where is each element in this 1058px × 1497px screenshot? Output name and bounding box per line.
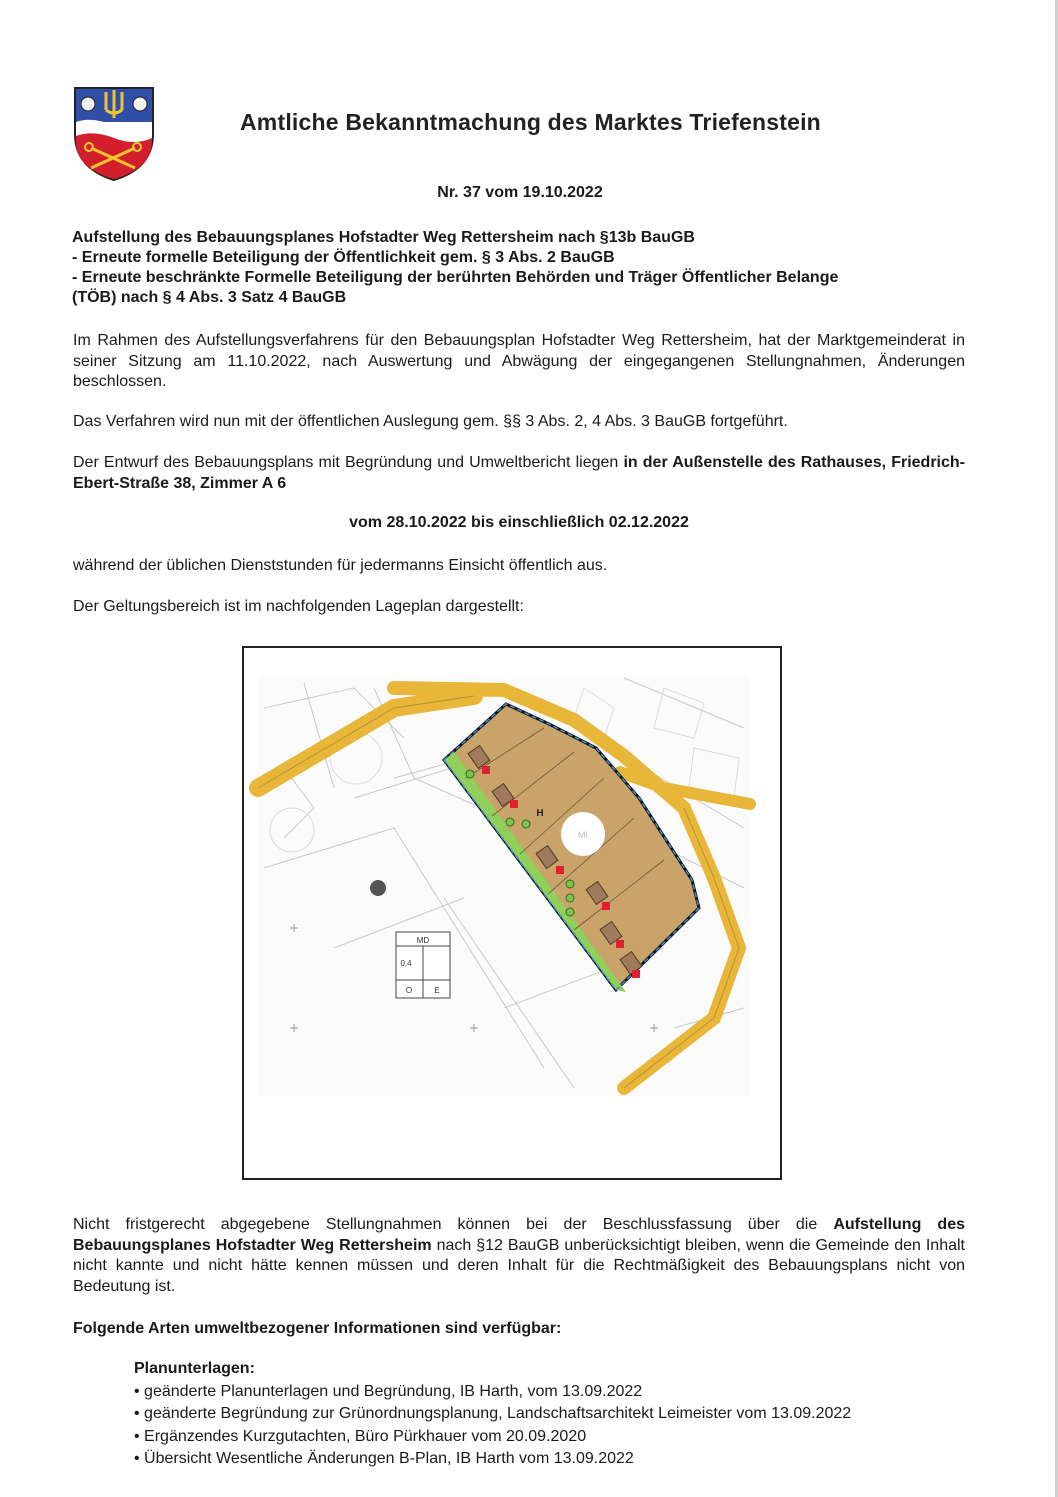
map-label-o: O bbox=[405, 986, 413, 995]
display-location-address: in der Außenstelle des Rathauses, Friedrich-Ebert-Straße 38, Zimmer A 6 bbox=[73, 454, 965, 492]
map-label-mi: MI bbox=[578, 830, 588, 840]
page-title: Amtliche Bekanntmachung des Marktes Triefenstein bbox=[240, 109, 821, 135]
list-item: • Ergänzendes Kurzgutachten, Büro Pürkhauer vom 20.09.2020 bbox=[134, 1427, 587, 1445]
planunterlagen-list bbox=[134, 1358, 851, 1471]
heading-line-2: - Erneute formelle Beteiligung der Öffentlichkeit gem. § 3 Abs. 2 BauGB bbox=[72, 249, 615, 266]
list-item: • geänderte Planunterlagen und Begründung, IB Harth, vom 13.09.2022 bbox=[134, 1382, 643, 1400]
paragraph-display-location: Der Entwurf des Bebauungsplans mit Begründung und Umweltbericht liegen in der Außenstelle des Rathauses, Friedrich-Ebert-Straße 38, Zimmer A 6 bbox=[73, 454, 965, 492]
map-label-e: E bbox=[434, 986, 440, 995]
map-label-md: MD bbox=[416, 936, 430, 945]
map-label-grz: 0,4 bbox=[400, 959, 412, 968]
paragraph-office-hours: während der üblichen Dienststunden für jedermanns Einsicht öffentlich aus. bbox=[73, 557, 608, 574]
paragraph-scope-intro: Der Geltungsbereich ist im nachfolgenden Lageplan dargestellt: bbox=[73, 598, 524, 615]
heading-line-3: - Erneute beschränkte Formelle Beteiligung der berührten Behörden und Träger Öffentlicher Belange bbox=[72, 269, 839, 286]
heading-line-1: Aufstellung des Bebauungsplanes Hofstadter Weg Rettersheim nach §13b BauGB bbox=[72, 229, 695, 246]
list-item: • Übersicht Wesentliche Änderungen B-Plan, IB Harth vom 13.09.2022 bbox=[134, 1450, 634, 1467]
announcement-number: Nr. 37 vom 19.10.2022 bbox=[437, 184, 603, 201]
env-info-heading: Folgende Arten umweltbezogener Informationen sind verfügbar: bbox=[73, 1320, 562, 1337]
paragraph-late-submissions: Nicht fristgerecht abgegebene Stellungnahmen können bei der Beschlussfassung über die Aufstellung des Bebauungsplanes Hofstadter Weg Rettersheim nach §12 BauGB unberücksichtigt bleiben, wenn die Gemeinde den Inhalt nicht kannte und nicht hätte kennen müssen und deren Inhalt für die Rechtmäßigkeit des Bebauungsplans nicht von Bedeutung ist. bbox=[73, 1216, 966, 1295]
planunterlagen-heading: Planunterlagen: bbox=[134, 1360, 255, 1377]
map-label-h: H bbox=[536, 808, 544, 819]
site-plan-drawing bbox=[244, 648, 780, 1178]
list-item: • geänderte Begründung zur Grünordnungsplanung, Landschaftsarchitekt Leimeister vom 13.09.2022 bbox=[134, 1405, 852, 1422]
site-plan-map bbox=[242, 646, 782, 1180]
paragraph-continuation: Das Verfahren wird nun mit der öffentlichen Auslegung gem. §§ 3 Abs. 2, 4 Abs. 3 BauGB fortgeführt. bbox=[73, 413, 788, 430]
paragraph-procedure: Im Rahmen des Aufstellungsverfahrens für den Bebauungsplan Hofstadter Weg Rettersheim, hat der Marktgemeinderat in seiner Sitzung am 11.10.2022, nach Auswertung und Abwägung der eingegangenen Stellungnahmen, Änderungen beschlossen. bbox=[73, 332, 965, 390]
plan-name-bold: Aufstellung des Bebauungsplanes Hofstadter Weg Rettersheim bbox=[73, 1216, 965, 1254]
coat-of-arms-logo bbox=[73, 86, 155, 182]
heading-line-4: (TÖB) nach § 4 Abs. 3 Satz 4 BauGB bbox=[72, 289, 347, 306]
display-period: vom 28.10.2022 bis einschließlich 02.12.2022 bbox=[349, 514, 689, 531]
